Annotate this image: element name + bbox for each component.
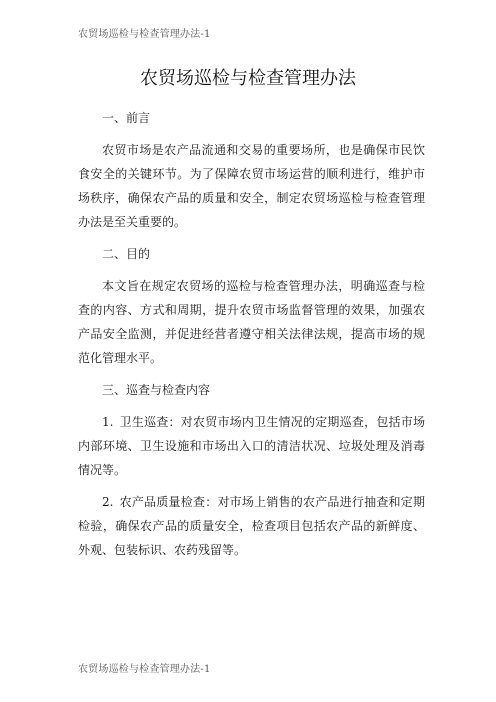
list-item — [78, 410, 425, 482]
list-item-number: 1. — [102, 415, 114, 429]
list-item-number: 2. — [102, 495, 114, 509]
section-paragraph-preface: 农贸市场是农产品流通和交易的重要场所，也是确保市民饮食安全的关键环节。为了保障农贸市场运营的顺利进行，维护市场秩序，确保农产品的质量和安全，制定农贸场巡检与检查管理办法是至关重要的。 — [78, 143, 425, 229]
document-title: 农贸场巡检与检查管理办法 — [140, 68, 356, 89]
list-item — [78, 490, 425, 562]
running-footer: 农贸场巡检与检查管理办法-1 — [78, 664, 211, 675]
section-heading-purpose: 二、目的 — [102, 247, 151, 261]
list-item-text: 卫生巡查：对农贸市场内卫生情况的定期巡查，包括市场内部环境、卫生设施和市场出入口的清洁状况、垃圾处理及消毒情况等。 — [78, 415, 425, 477]
section-heading-preface: 一、前言 — [102, 111, 151, 125]
list-item-text: 农产品质量检查：对市场上销售的农产品进行抽查和定期检验，确保农产品的质量安全，检查项目包括农产品的新鲜度、外观、包装标识、农药残留等。 — [78, 495, 425, 557]
document-body — [78, 106, 425, 570]
section-heading-inspection-content: 三、巡查与检查内容 — [102, 383, 211, 397]
running-header: 农贸场巡检与检查管理办法-1 — [78, 29, 211, 40]
section-paragraph-purpose: 本文旨在规定农贸场的巡检与检查管理办法，明确巡查与检查的内容、方式和周期，提升农贸市场监督管理的效果，加强农产品安全监测，并促进经营者遵守相关法律法规，提高市场的规范化管理水平。 — [78, 279, 425, 365]
